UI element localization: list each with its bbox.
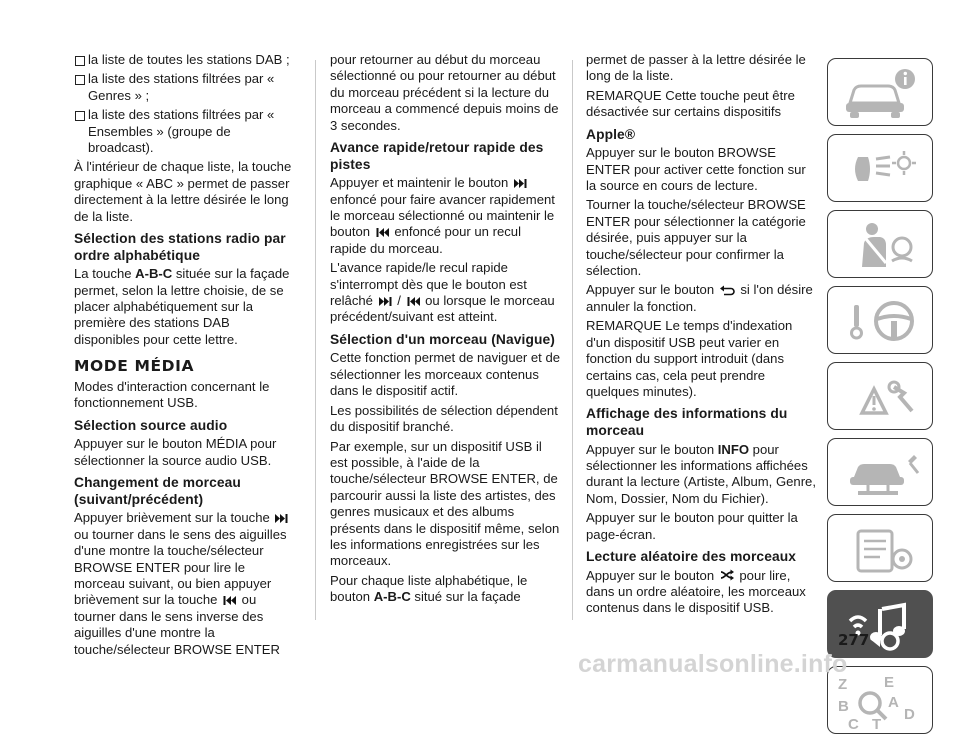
page-number: 277 — [838, 631, 870, 649]
paragraph: Pour chaque liste alphabétique, le bouton A-B-C situé sur la façade — [330, 572, 528, 605]
section-heading: Apple® — [586, 126, 636, 142]
index-letter: T — [872, 716, 882, 733]
tab-driving[interactable] — [827, 286, 933, 354]
section-heading: Lecture aléatoire des morceaux — [586, 548, 797, 564]
seatbelt-icon — [828, 211, 934, 279]
index-letter: D — [904, 706, 915, 723]
paragraph: Appuyer sur le bouton MÉDIA pour sélectionner la source audio USB. — [74, 436, 277, 468]
index-letter: C — [848, 716, 859, 733]
paragraph: Modes d'interaction concernant le fonctionnement USB. — [74, 378, 270, 411]
section-heading: Avance rapide/retour rapide des pistes — [330, 140, 544, 172]
tab-safety[interactable] — [827, 210, 933, 278]
index-letter: B — [838, 698, 849, 715]
tab-technical-data[interactable] — [827, 514, 933, 582]
paragraph: pour retourner au début du morceau sélectionné ou pour retourner au début du morceau précédent si la lecture du morceau a commencé depuis moins de 3 secondes. — [330, 52, 559, 133]
paragraph: REMARQUE Cette touche peut être désactivée sur certains dispositifs — [586, 87, 795, 120]
warning-icon — [828, 363, 934, 431]
paragraph: Par exemple, sur un dispositif USB il est possible, à l'aide de la touche/sélecteur BROWSE ENTER, de parcourir aussi la liste des artistes, des genres musicaux et des albums présents dans le dispositif même, selon les informations enregistrées sur les morceaux. — [330, 438, 560, 569]
index-letter: A — [888, 694, 899, 711]
tab-emergency[interactable] — [827, 362, 933, 430]
list-item: la liste des stations filtrées par « Ensembles » (groupe de broadcast). — [74, 107, 296, 156]
paragraph: Appuyer sur le bouton BROWSE ENTER pour activer cette fonction sur la source en cours de lecture. — [586, 145, 806, 194]
watermark: carmanualsonline.info — [578, 650, 848, 678]
car-info-icon — [828, 59, 934, 127]
paragraph: Appuyer sur le bouton pour lire, dans un ordre aléatoire, les morceaux contenus dans le dispositif USB. — [586, 567, 806, 616]
list-item: la liste des stations filtrées par « Genres » ; — [74, 71, 296, 104]
key-label: A-B-C — [135, 266, 173, 282]
steering-wheel-icon — [828, 287, 934, 355]
paragraph: Appuyer brièvement sur la touche ou tourner dans le sens des aiguilles d'une montre la touche/sélecteur BROWSE ENTER pour lire le morceau suivant, ou bien appuyer brièvement sur la touche ou tourner dans le sens inverse des aiguilles d'une montre la touche/sélecteur BROWSE ENTER — [74, 510, 287, 657]
paragraph: Cette fonction permet de naviguer et de sélectionner les morceaux contenus dans le dispositif actif. — [330, 350, 561, 399]
text-column-1 — [74, 52, 296, 661]
paragraph: permet de passer à la lettre désirée le long de la liste. — [586, 52, 806, 84]
tab-vehicle-info[interactable] — [827, 58, 933, 126]
column-divider — [315, 60, 316, 620]
section-heading: Sélection des stations radio par ordre alphabétique — [74, 231, 286, 263]
list-item: la liste de toutes les stations DAB ; — [74, 52, 296, 68]
text-column-2 — [330, 52, 560, 609]
tab-lights[interactable] — [827, 134, 933, 202]
paragraph: Appuyer sur le bouton si l'on désire annuler la fonction. — [586, 282, 813, 314]
tab-maintenance[interactable] — [827, 438, 933, 506]
paragraph: REMARQUE Le temps d'indexation d'un dispositif USB peut varier en fonction du support introduit (dans certains cas, cela peut prendre quelques minutes). — [586, 318, 793, 399]
key-label: A-B-C — [373, 589, 411, 605]
shuffle-icon — [720, 569, 734, 581]
light-icon — [828, 135, 934, 203]
index-letter: Z — [838, 676, 848, 693]
paragraph: À l'intérieur de chaque liste, la touche graphique « ABC » permet de passer directement à la lettre désirée le long de la liste. — [74, 159, 292, 224]
technical-data-icon — [828, 515, 934, 583]
paragraph: Appuyer sur le bouton INFO pour sélectionner les informations affichées durant la lecture (Artiste, Album, Genre, Nom, Dossier, Nom du Fichier). — [586, 441, 816, 506]
paragraph: Appuyer sur le bouton pour quitter la page-écran. — [586, 510, 798, 542]
back-arrow-icon — [720, 285, 735, 295]
section-heading: Sélection source audio — [74, 417, 228, 433]
text-column-3 — [586, 52, 818, 620]
column-divider — [572, 60, 573, 620]
previous-track-icon — [376, 228, 389, 237]
paragraph: La touche A-B-C située sur la façade permet, selon la lettre choisie, de se placer alphabétiquement sur la première des stations DAB disponibles pour cette lettre. — [74, 266, 290, 347]
paragraph: Appuyer et maintenir le bouton enfoncé pour faire avancer rapidement le morceau sélectionné ou maintenir le bouton enfoncé pour un recul rapide du morceau. — [330, 175, 555, 256]
next-track-icon — [514, 179, 527, 188]
next-track-icon — [275, 514, 288, 523]
paragraph: L'avance rapide/le recul rapide s'interrompt dès que le bouton est relâché / ou lorsque le morceau précédent/suivant est atteint. — [330, 260, 555, 325]
paragraph: Les possibilités de sélection dépendent du dispositif branché. — [330, 402, 558, 435]
paragraph: Tourner la touche/sélecteur BROWSE ENTER pour sélectionner la catégorie désirée, puis appuyer sur la touche/sélecteur pour confirmer la sélection. — [586, 197, 806, 279]
chapter-heading: MODE MÉDIA — [74, 357, 195, 376]
key-label: INFO — [717, 441, 750, 457]
car-lift-icon — [828, 439, 934, 507]
previous-track-icon — [407, 297, 420, 306]
section-heading: Changement de morceau (suivant/précédent) — [74, 475, 241, 507]
section-heading: Sélection d'un morceau (Navigue) — [330, 331, 555, 347]
previous-track-icon — [223, 596, 236, 605]
index-letter: E — [884, 674, 895, 691]
section-heading: Affichage des informations du morceau — [586, 406, 788, 438]
next-track-icon — [379, 297, 392, 306]
